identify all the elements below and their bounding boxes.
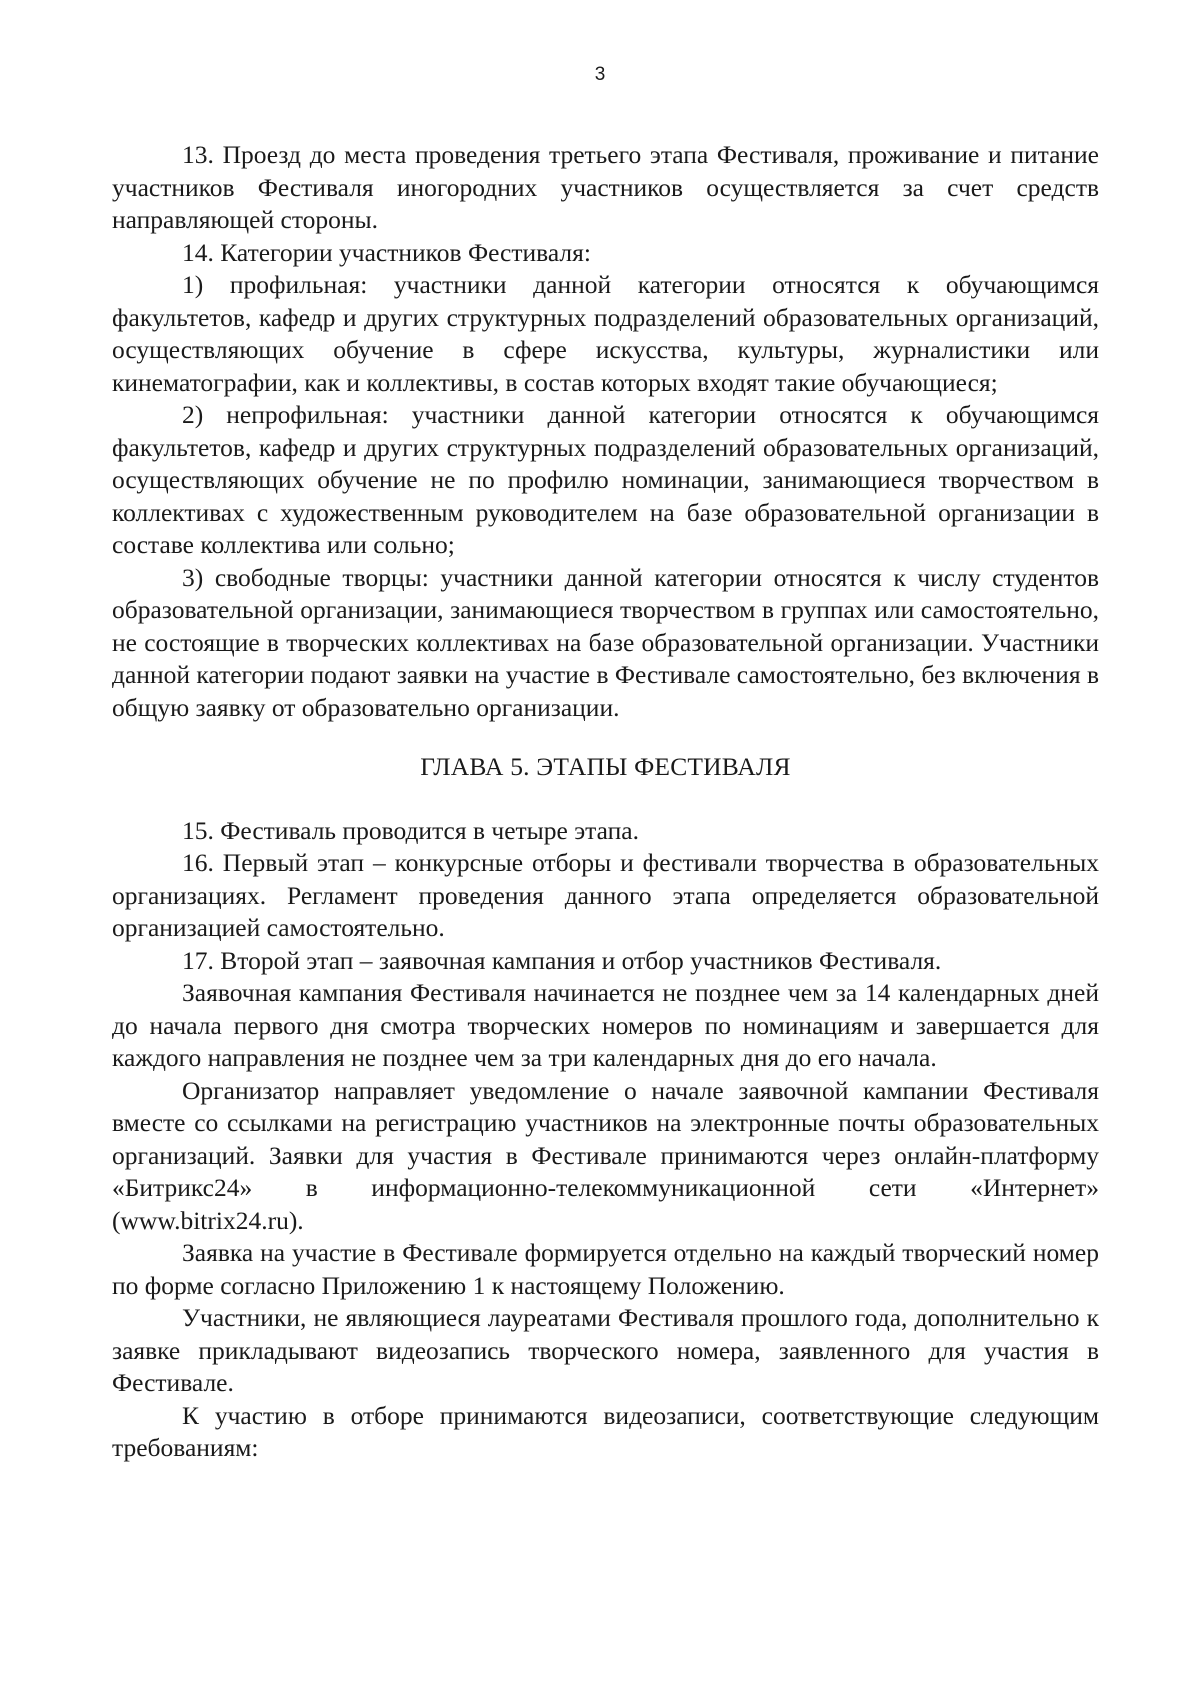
page-number: 3	[594, 64, 606, 85]
paragraph-video-requirement: Участники, не являющиеся лауреатами Фестиваля прошлого года, дополнительно к заявке прикладывают видеозапись творческого номера, заявленного для участия в Фестивале.	[112, 1303, 1099, 1397]
paragraph-application-campaign-timing: Заявочная кампания Фестиваля начинается не позднее чем за 14 календарных дней до начала первого дня смотра творческих номеров по номинациям и завершается для каждого направления не позднее чем за три календарных дня до его начала.	[112, 978, 1099, 1072]
list-item-category-free-creators: 3) свободные творцы: участники данной категории относятся к числу студентов образовательной организации, занимающиеся творчеством в группах или самостоятельно, не состоящие в творческих коллективах на базе образовательной организации. Участники данной категории подают заявки на участие в Фестивале самостоятельно, без включения в общую заявку от образовательно организации.	[112, 562, 1099, 722]
paragraph-14-participant-categories: 14. Категории участников Фестиваля:	[182, 237, 591, 267]
paragraph-application-form: Заявка на участие в Фестивале формируется отдельно на каждый творческий номер по форме согласно Приложению 1 к настоящему Положению.	[112, 1238, 1099, 1300]
paragraph-16-first-stage: 16. Первый этап – конкурсные отборы и фестивали творчества в образовательных организациях. Регламент проведения данного этапа определяется образовательной организацией самостоятельно.	[112, 848, 1099, 942]
list-item-category-non-profile: 2) непрофильная: участники данной категории относятся к обучающимся факультетов, кафедр и других структурных подразделений образовательных организаций, осуществляющих обучение не по профилю номинации, занимающиеся творчеством в коллективах с художественным руководителем на базе образовательной организации в составе коллектива или сольно;	[112, 400, 1099, 559]
list-item-category-profile: 1) профильная: участники данной категории относятся к обучающимся факультетов, кафедр и других структурных подразделений образовательных организаций, осуществляющих обучение в сфере искусства, культуры, журналистики или кинематографии, как и коллективы, в состав которых входят такие обучающиеся;	[112, 270, 1099, 397]
paragraph-17-second-stage: 17. Второй этап – заявочная кампания и отбор участников Фестиваля.	[182, 945, 942, 975]
paragraph-video-acceptance: К участию в отборе принимаются видеозаписи, соответствующие следующим требованиям:	[112, 1400, 1099, 1462]
body-text	[112, 139, 1099, 1465]
chapter-heading: ГЛАВА 5. ЭТАПЫ ФЕСТИВАЛЯ	[420, 752, 791, 781]
paragraph-13-travel-costs: 13. Проезд до места проведения третьего этапа Фестиваля, проживание и питание участников Фестиваля иногородних участников осуществляется за счет средств направляющей стороны.	[112, 140, 1099, 234]
paragraph-15-four-stages: 15. Фестиваль проводится в четыре этапа.	[182, 815, 639, 845]
paragraph-organizer-notification: Организатор направляет уведомление о начале заявочной кампании Фестиваля вместе со ссылками на регистрацию участников на электронные почты образовательных организаций. Заявки для участия в Фестивале принимаются через онлайн-платформу «Битрикс24» в информационно-телекоммуникационной сети «Интернет» (www.bitrix24.ru).	[112, 1075, 1099, 1235]
